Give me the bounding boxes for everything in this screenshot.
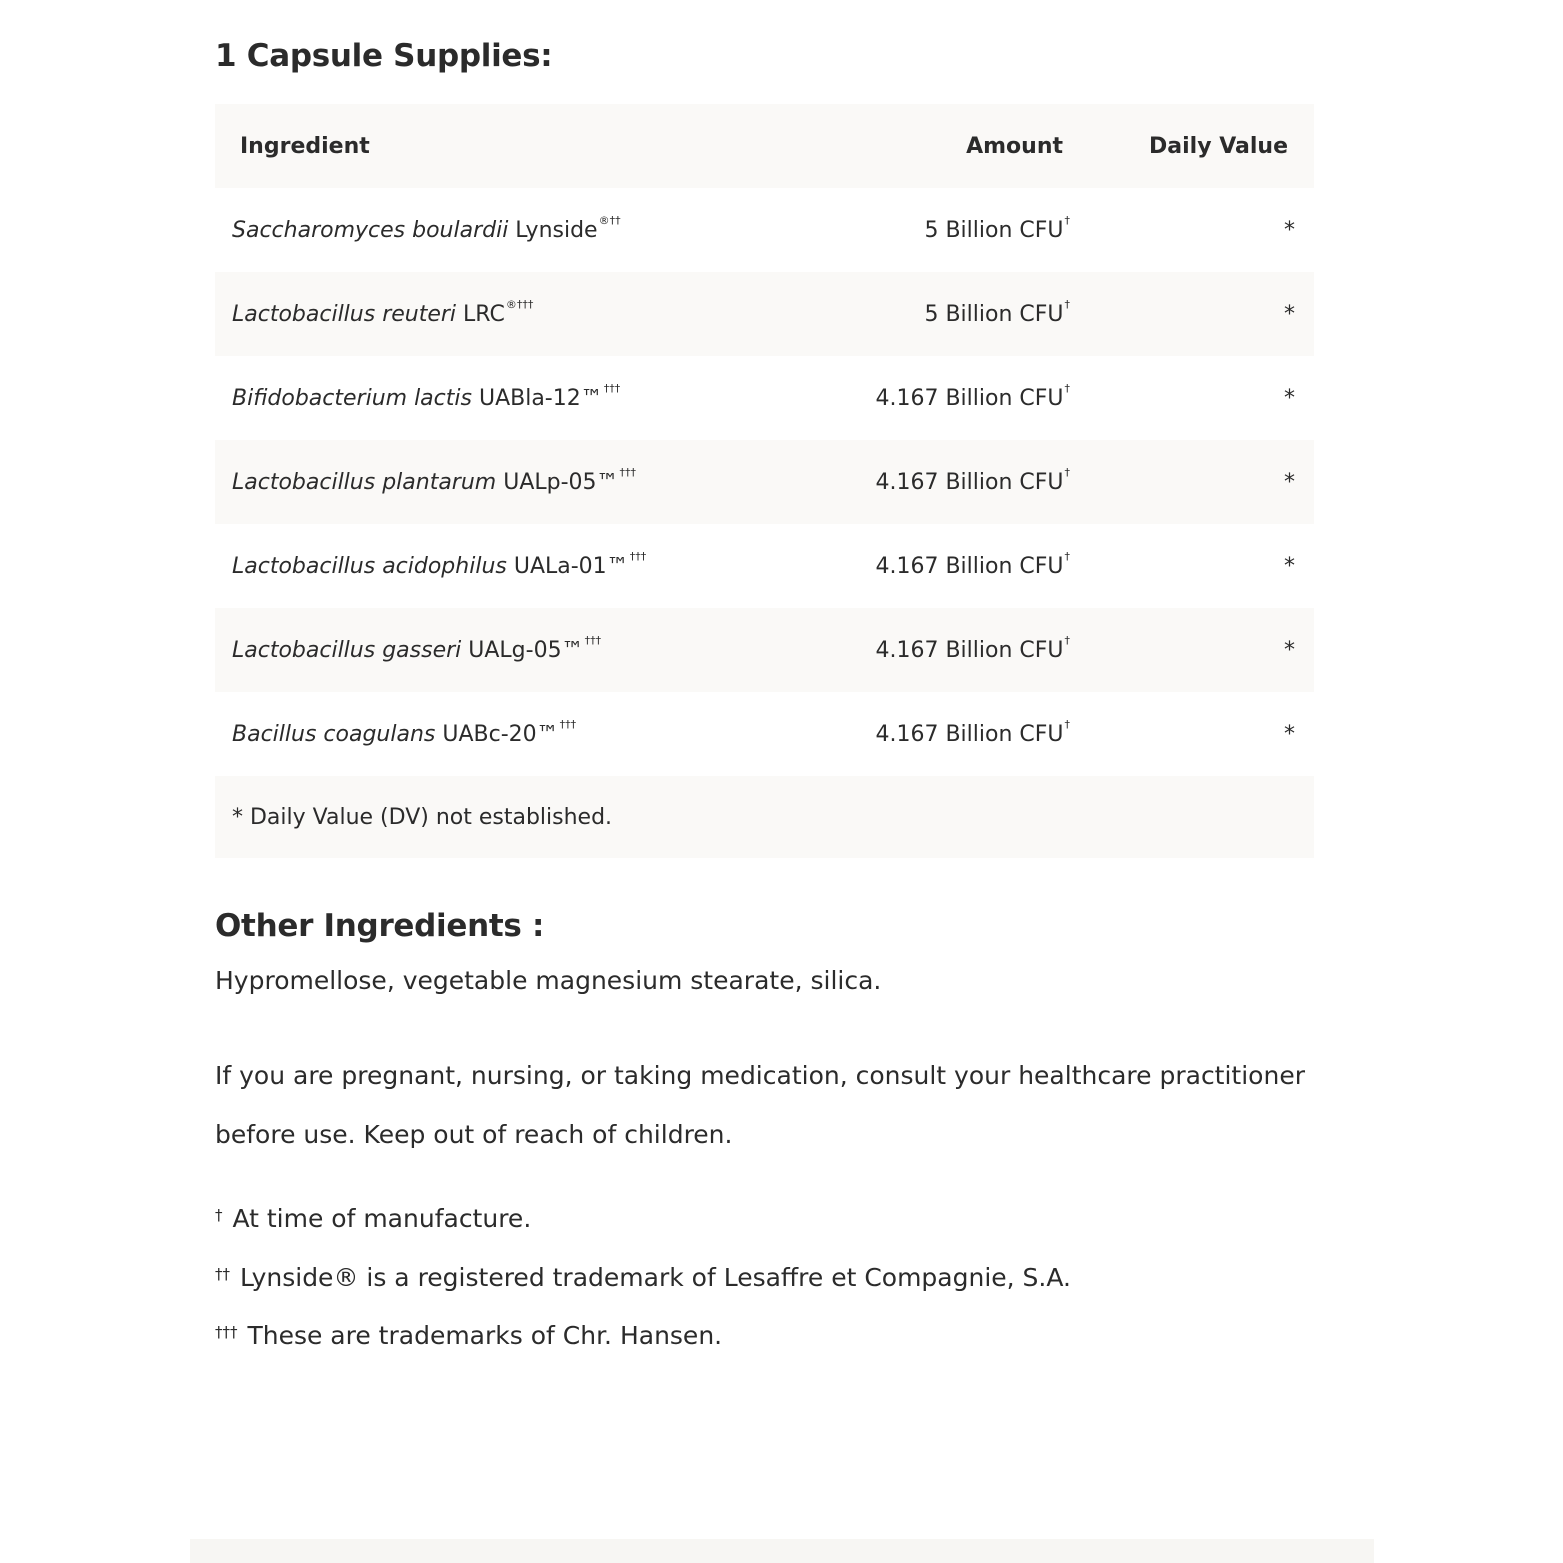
- amount-mark: †: [1064, 633, 1070, 647]
- daily-value-cell: *: [1284, 469, 1295, 495]
- amount-mark: †: [1064, 465, 1070, 479]
- ingredient-species: Bacillus coagulans: [232, 721, 436, 747]
- amount-mark: †: [1064, 297, 1070, 311]
- ingredient-cell: [215, 272, 815, 356]
- amount-value: 5 Billion CFU: [924, 301, 1064, 327]
- ingredient-cell: [215, 356, 815, 440]
- ingredient-species: Lactobacillus reuteri: [232, 301, 457, 327]
- daily-value-cell: *: [1284, 637, 1295, 663]
- table-row: [215, 188, 1314, 272]
- amount-cell: [815, 440, 1070, 524]
- other-ingredients-text: Hypromellose, vegetable magnesium stearate, silica.: [215, 966, 882, 995]
- footnote-text: These are trademarks of Chr. Hansen.: [239, 1321, 723, 1350]
- table-row: [215, 272, 1314, 356]
- daily-value-cell: *: [1284, 553, 1295, 579]
- footnote-lynside: [215, 1263, 1071, 1292]
- footnote-text: Lynside® is a registered trademark of Lesaffre et Compagnie, S.A.: [232, 1263, 1071, 1292]
- ingredient-strain: UALg-05™: [461, 637, 584, 663]
- footnote-text: At time of manufacture.: [224, 1204, 532, 1233]
- ingredient-marks: †††: [559, 717, 577, 731]
- ingredient-strain: LRC: [456, 301, 505, 327]
- amount-value: 5 Billion CFU: [924, 217, 1064, 243]
- ingredient-strain: Lynside: [508, 217, 598, 243]
- footnote-mark: ††: [215, 1265, 230, 1283]
- footnote-manufacture: [215, 1204, 531, 1233]
- supplement-facts-table: [215, 104, 1314, 858]
- warning-text: If you are pregnant, nursing, or taking medication, consult your healthcare practitioner before use. Keep out of reach of children.: [215, 1061, 1305, 1149]
- amount-cell: [815, 692, 1070, 776]
- footnote-mark: †††: [215, 1323, 238, 1341]
- amount-value: 4.167 Billion CFU: [875, 385, 1064, 411]
- ingredient-strain: UALa-01™: [506, 553, 629, 579]
- ingredient-cell: [215, 608, 815, 692]
- table-row: [215, 524, 1314, 608]
- ingredient-strain: UALp-05™: [496, 469, 619, 495]
- daily-value-cell: *: [1284, 301, 1295, 327]
- amount-cell: [815, 608, 1070, 692]
- header-ingredient: Ingredient: [240, 133, 370, 159]
- amount-value: 4.167 Billion CFU: [875, 637, 1064, 663]
- amount-mark: †: [1064, 213, 1070, 227]
- daily-value-cell: *: [1284, 385, 1295, 411]
- table-header-row: [215, 104, 1314, 188]
- ingredient-marks: †††: [629, 549, 647, 563]
- dv-note: * Daily Value (DV) not established.: [232, 804, 613, 830]
- ingredient-cell: [215, 440, 815, 524]
- ingredient-species: Lactobacillus acidophilus: [232, 553, 507, 579]
- amount-value: 4.167 Billion CFU: [875, 553, 1064, 579]
- ingredient-marks: ®†††: [505, 297, 534, 311]
- amount-mark: †: [1064, 381, 1070, 395]
- amount-cell: [815, 188, 1070, 272]
- ingredient-species: Saccharomyces boulardii: [232, 217, 509, 243]
- amount-value: 4.167 Billion CFU: [875, 469, 1064, 495]
- ingredient-strain: UABc-20™: [435, 721, 559, 747]
- amount-mark: †: [1064, 549, 1070, 563]
- amount-cell: [815, 524, 1070, 608]
- daily-value-cell: *: [1284, 721, 1295, 747]
- ingredient-marks: ®††: [598, 213, 621, 227]
- amount-mark: †: [1064, 717, 1070, 731]
- ingredient-cell: [215, 188, 815, 272]
- supplies-title: 1 Capsule Supplies:: [215, 38, 553, 74]
- amount-value: 4.167 Billion CFU: [875, 721, 1064, 747]
- ingredient-species: Lactobacillus gasseri: [232, 637, 462, 663]
- ingredient-strain: UABla-12™: [471, 385, 603, 411]
- table-footer-row: [215, 776, 1314, 858]
- table-row: [215, 608, 1314, 692]
- footnote-hansen: [215, 1321, 722, 1350]
- table-row: [215, 692, 1314, 776]
- header-amount: Amount: [966, 133, 1063, 159]
- daily-value-cell: *: [1284, 217, 1295, 243]
- other-ingredients-title: Other Ingredients :: [215, 908, 545, 944]
- ingredient-marks: †††: [603, 381, 621, 395]
- table-row: [215, 356, 1314, 440]
- footnote-mark: †: [215, 1206, 223, 1224]
- ingredient-marks: †††: [584, 633, 602, 647]
- ingredient-marks: †††: [619, 465, 637, 479]
- bottom-panel: [190, 1539, 1374, 1563]
- amount-cell: [815, 272, 1070, 356]
- ingredient-species: Lactobacillus plantarum: [232, 469, 497, 495]
- ingredient-cell: [215, 524, 815, 608]
- amount-cell: [815, 356, 1070, 440]
- header-daily-value: Daily Value: [1149, 133, 1288, 159]
- table-row: [215, 440, 1314, 524]
- ingredient-species: Bifidobacterium lactis: [232, 385, 472, 411]
- ingredient-cell: [215, 692, 815, 776]
